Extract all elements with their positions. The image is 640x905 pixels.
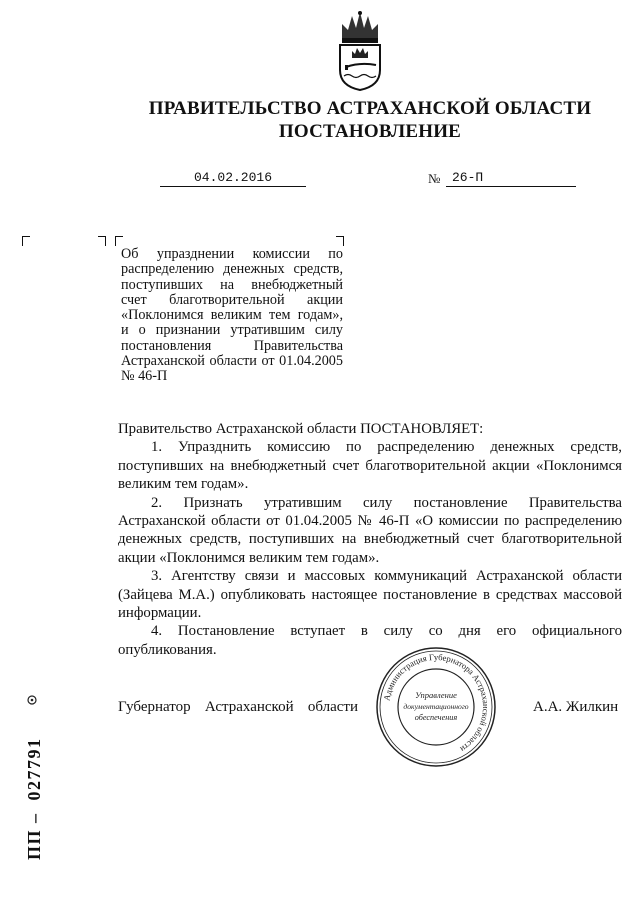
serial-prefix: ПП – bbox=[24, 812, 44, 860]
signer-title: Губернатор Астраханской области bbox=[118, 699, 358, 715]
document-type: ПОСТАНОВЛЕНИЕ bbox=[278, 121, 462, 142]
coat-of-arms-icon bbox=[334, 10, 386, 92]
clause-2: 2. Признать утратившим силу постановление Правительства Астраханской области от 01.04.2005 № 46-П «О комиссии по распределению денежных средств, поступивших на внебюджетный счет благотворительной акции «Поклонимся великим тем годам». bbox=[118, 494, 622, 566]
serial-asterisk-icon bbox=[28, 696, 36, 704]
document-date: 04.02.2016 bbox=[160, 170, 306, 187]
corner-mark-subject-right bbox=[336, 236, 344, 246]
stamp-line-3: обеспечения bbox=[414, 713, 458, 722]
clause-1: 1. Упразднить комиссию по распределению денежных средств, поступивших на внебюджетный счет благотворительной акции «Поклонимся великим тем годам». bbox=[118, 439, 622, 493]
corner-mark-left bbox=[22, 236, 30, 246]
serial-number bbox=[8, 695, 48, 865]
stamp-line-2: документационного bbox=[403, 702, 469, 711]
corner-mark-subject-left bbox=[115, 236, 123, 246]
clause-4: 4. Постановление вступает в силу со дня его официального опубликования. bbox=[118, 623, 622, 658]
preamble: Правительство Астраханской области ПОСТАНОВЛЯЕТ: bbox=[118, 421, 484, 437]
stamp-outer-text: Администрация Губернатора Астраханской области bbox=[381, 651, 492, 755]
corner-mark-subject-left-outer bbox=[98, 236, 106, 246]
svg-text:ПП – 027791 bbox=[24, 737, 44, 860]
document-subject: Об упразднении комиссии по распределению денежных средств, поступивших на внебюджетный счет благотворительной акции «Поклонимся великим тем годам», и о признании утратившим силу постановления Правительства Астраханской области от 01.04.2005 № 46-П bbox=[121, 246, 343, 385]
document-body bbox=[118, 420, 622, 659]
document-number: 26-П bbox=[446, 170, 576, 187]
clause-3: 3. Агентству связи и массовых коммуникаций Астраханской области (Зайцева М.А.) опубликовать настоящее постановление в средствах массовой информации. bbox=[118, 568, 622, 622]
number-label: № bbox=[428, 171, 441, 186]
organization-title: ПРАВИТЕЛЬСТВО АСТРАХАНСКОЙ ОБЛАСТИ bbox=[148, 98, 592, 119]
official-stamp bbox=[375, 646, 497, 768]
signer-name: А.А. Жилкин bbox=[533, 699, 619, 715]
stamp-line-1: Управление bbox=[415, 690, 457, 700]
serial-value: 027791 bbox=[24, 737, 44, 801]
